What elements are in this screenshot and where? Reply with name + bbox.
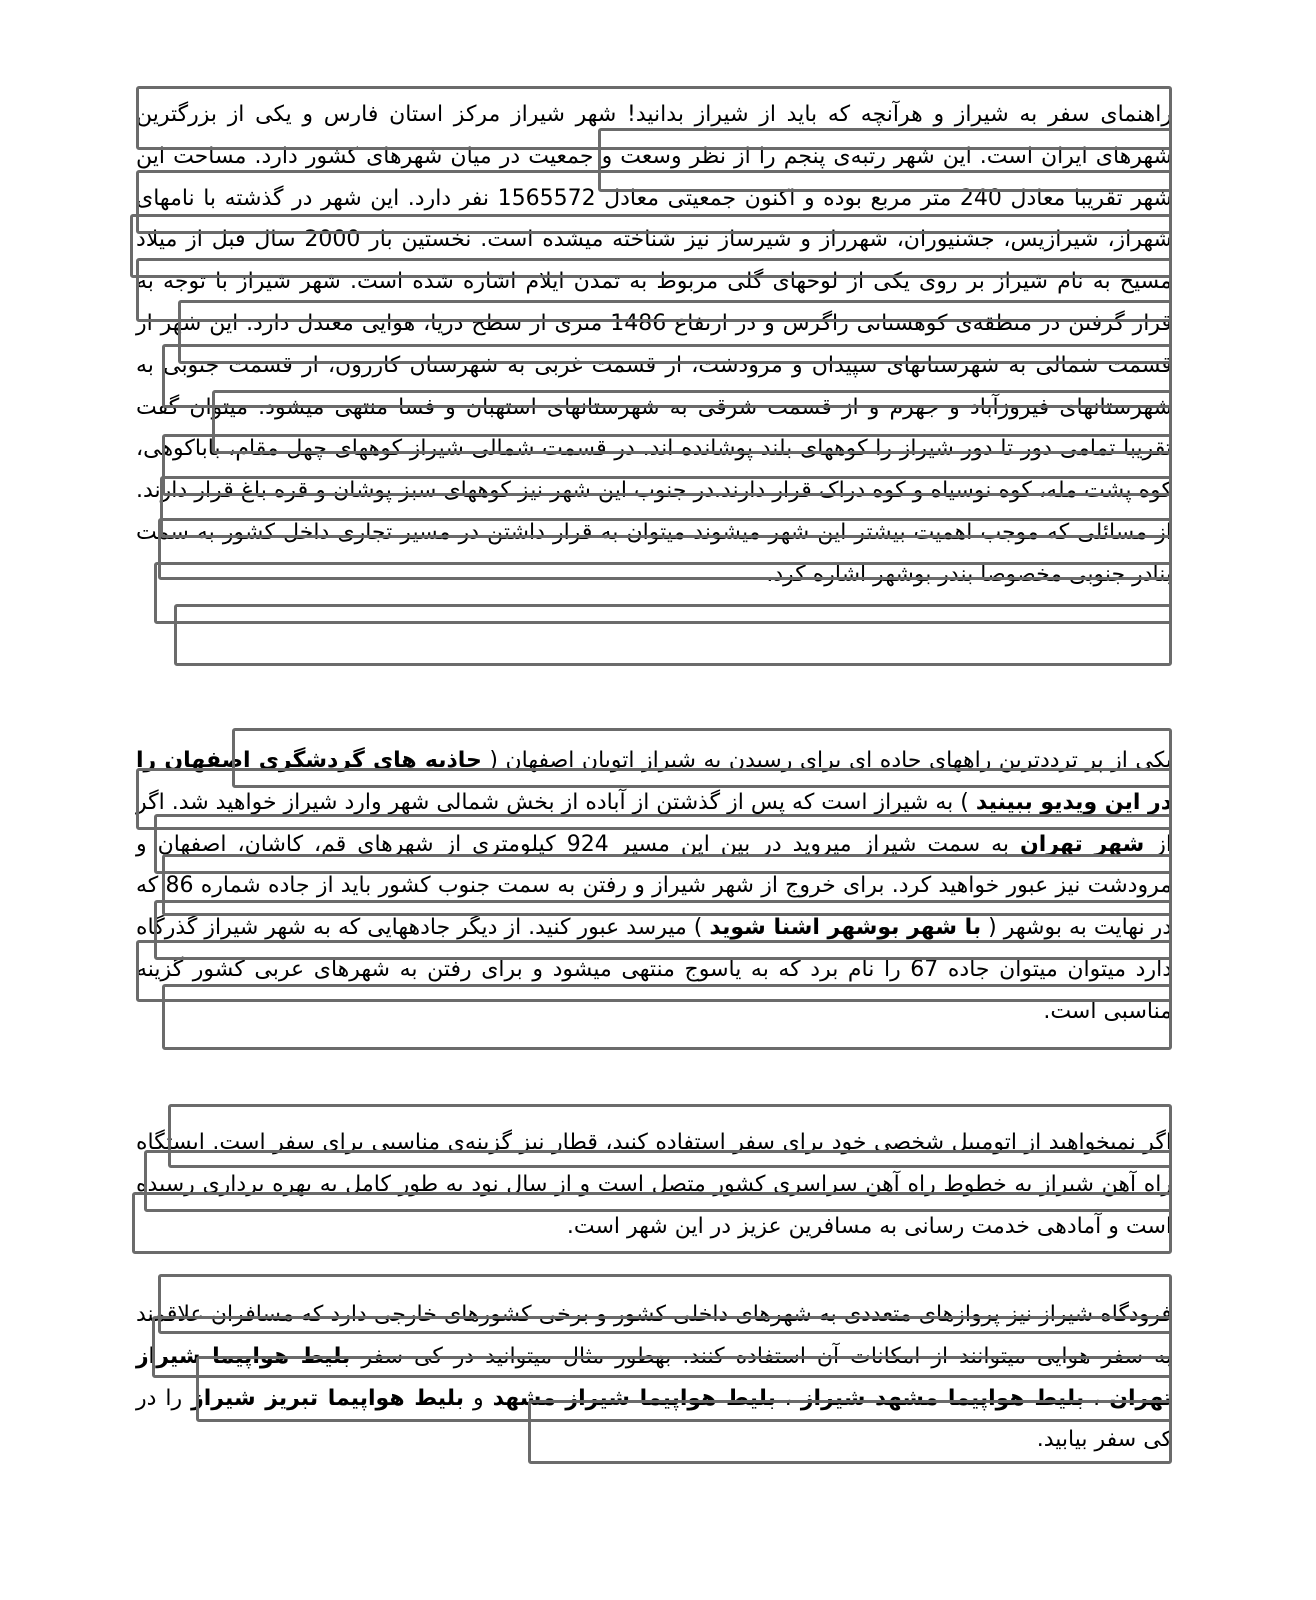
intro-paragraph: [136, 94, 1172, 596]
ticket-shiraz-tehran-link[interactable]: بلیط هواپیما شیراز تهران: [136, 1343, 1172, 1411]
road-access-paragraph: [136, 740, 1172, 1033]
annotation-box: [174, 604, 1172, 666]
road-text-1: یکی از پر ترددترین راههای جاده ای برای رسیدن به شیراز اتوبان اصفهان (: [481, 748, 1172, 773]
airport-paragraph: [136, 1294, 1172, 1461]
road-text-2: ) به شیراز است که پس از گذشتن از آباده از بخش شمالی شهر وارد شیراز خواهید شد. اگر از: [136, 789, 1173, 857]
ticket-shiraz-mashhad-link[interactable]: بلیط هواپیما شیراز مشهد: [492, 1385, 776, 1411]
airport-text-1: فرودگاه شیراز نیز پروازهای متعددی به شهرهای داخلی کشور و برخی کشورهای خارجی دارد که مسافران علاقمند به سفر هوایی میتوانند از امکانات آن استفاده کنند. بهطور مثال میتوانید در کی سفر: [136, 1302, 1172, 1369]
airport-text-4: و: [464, 1385, 493, 1411]
train-text: اگر نمیخواهید از اتومبیل شخصی خود برای سفر استفاده کنید، قطار نیز گزینه‌ی مناسبی برای سفر است. ایستگاه راه آهن شیراز به خطوط راه آهن سراسری کشور متصل است و از سال نود به طور کامل به بهره برداری رسیده است و آمادهی خدمت رسانی به مسافرین عزیز در این شهر است.: [136, 1130, 1172, 1239]
road-text-4: ) میرسد عبور کنید. از دیگر جادههایی که به شهر شیراز گذرگاه دارد میتوان میتوان جاده 67 را نام برد که به یاسوج منتهی میشود و برای رفتن به شهرهای عربی کشور گزینه مناسبی است.: [136, 915, 1172, 1024]
bushehr-link[interactable]: با شهر بوشهر آشنا شوید: [709, 915, 982, 941]
ticket-tabriz-shiraz-link[interactable]: بلیط هواپیما تبریز شیراز: [191, 1385, 464, 1411]
airport-text-2: ،: [1084, 1385, 1110, 1411]
airport-text-5: را در کی سفر بیابید.: [136, 1385, 1172, 1453]
intro-text: راهنمای سفر به شیراز و هرآنچه که باید از شیراز بدانید! شهر شیراز مرکز استان فارس و یکی از بزرگترین شهرهای ایران است. این شهر رتبه‌ی پنجم را از نظر وسعت و جمعیت در میان شهرهای کشور دارد. مساحت این شهر تقریبا معادل 240 متر مربع بوده و اکنون جمعیتی معادل 1565572 نفر دارد. این شهر در گذشته با نامهای شهراز، شیرازیس، جشنیوران، شهرراز و شیرساز نیز شناخته میشده است. نخستین بار 2000 سال قبل از میلاد مسیح به نام شیراز بر روی یکی از لوحهای گلی مربوط به تمدن ایلام اشاره شده است. شهر شیراز با توجه به قرار گرفتن در منطقه‌ی کوهستانی زاگرس و در ارتفاع 1486 متری از سطح دریا، هوایی معتدل دارد. این شهر از قسمت شمالی به شهرستانهای سپیدان و مرودشت، از قسمت غربی به شهرستان کازرون، از قسمت جنوبی به شهرستانهای فیروزآباد و جهرم و از قسمت شرقی به شهرستانهای استهبان و فسا منتهی میشود. میتوان گفت تقریبا تمامی دور تا دور شیراز را کوههای بلند پوشانده اند. در قسمت شمالی شیراز کوههای چهل مقام، باباکوهی، کوه پشت مله، کوه نوسیاه و کوه دراک قرار دارند.در جنوب این شهر نیز کوههای سبز پوشان و قره باغ قرار دارند. از مسائلی که موجب اهمیت بیشتر این شهر میشوند میتوان به قرار داشتن در مسیر تجاری داخل کشور به سمت بنادر جنوبی مخصوصا بندر بوشهر اشاره کرد.: [136, 102, 1172, 587]
isfahan-attractions-link[interactable]: جاذبه های گردشگری اصفهان را در این ویدیو ببینید: [136, 748, 1172, 815]
airport-text-3: ،: [775, 1385, 801, 1411]
train-paragraph: [136, 1122, 1172, 1247]
road-text-3: به سمت شیراز میروید در بین این مسیر 924 کیلومتری از شهرهای قم، کاشان، اصفهان و مرودشت نیز عبور خواهید کرد. برای خروج از شهر شیراز و رفتن به سمت جنوب کشور باید از جاده شماره 86 که در نهایت به بوشهر (: [136, 831, 1172, 941]
ticket-mashhad-shiraz-link[interactable]: بلیط هواپیما مشهد شیراز: [800, 1385, 1085, 1411]
tehran-link[interactable]: شهر تهران: [1020, 831, 1145, 857]
